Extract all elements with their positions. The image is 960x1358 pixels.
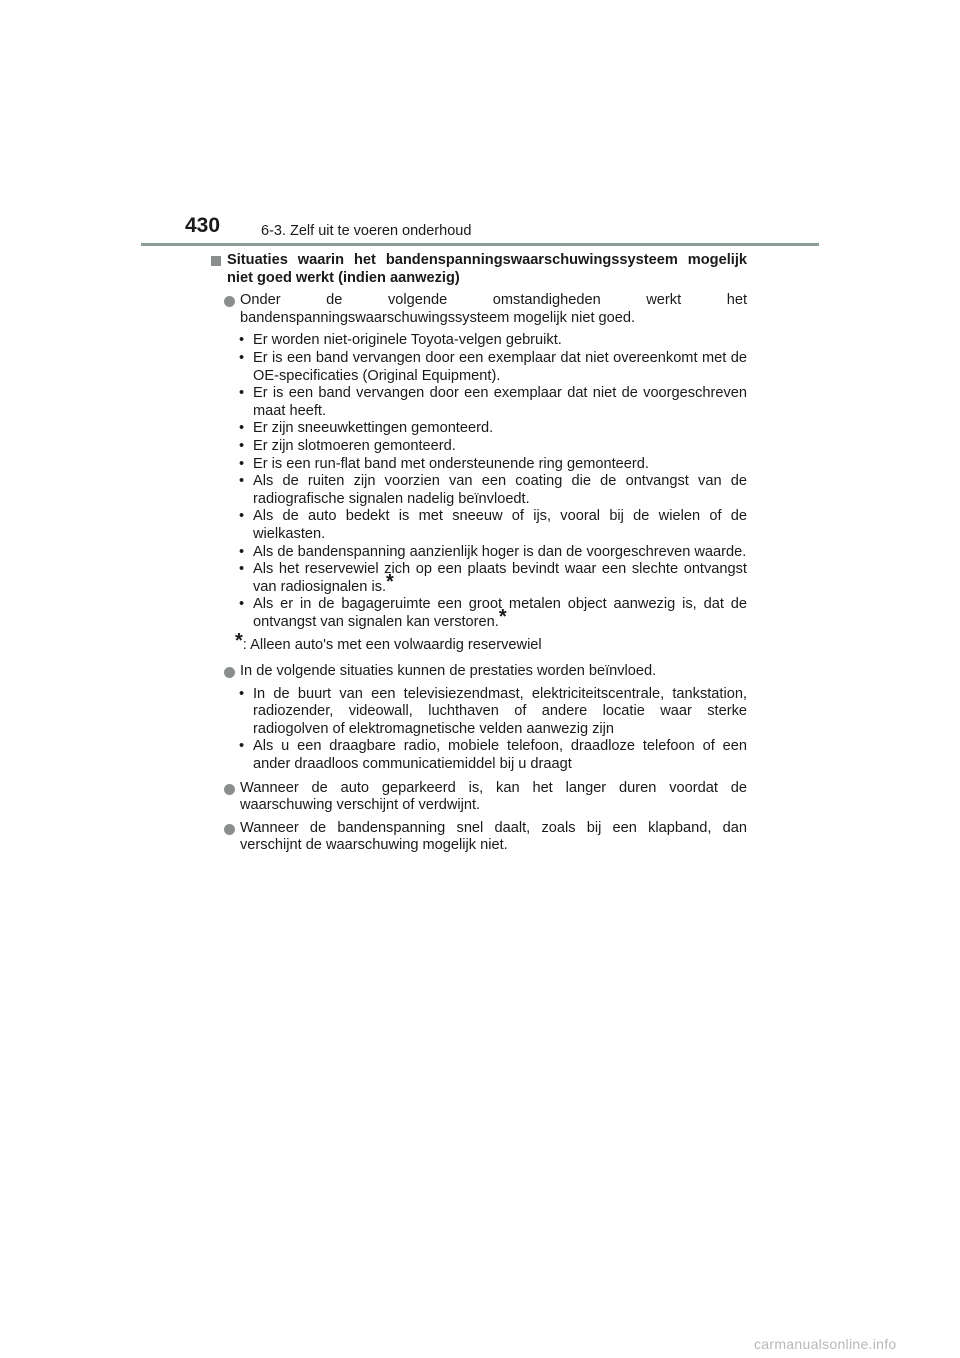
bullet-dot-icon: • [239, 561, 245, 578]
bullet-dot-icon: • [239, 596, 245, 613]
bullet-dot-icon: • [239, 420, 245, 437]
circle-bullet-icon [224, 296, 235, 307]
bullet-dot-icon: • [239, 455, 245, 472]
bullet-dot-icon: • [239, 738, 245, 755]
list-item [210, 438, 747, 456]
section-heading [210, 252, 747, 287]
paragraph-text: Onder de volgende omstandigheden werkt het bandenspanningswaarschuwingssysteem mogelijk niet goed. [240, 292, 747, 326]
bullet-dot-icon: • [239, 385, 245, 402]
list-item-text: Er is een run-flat band met ondersteunende ring gemonteerd. [253, 455, 649, 472]
header-rule [141, 243, 819, 246]
bullet-dot-icon: • [239, 508, 245, 525]
section-title: 6-3. Zelf uit te voeren onderhoud [261, 223, 472, 239]
list-item [210, 596, 747, 631]
footnote-text: : Alleen auto's met een volwaardig reservewiel [242, 637, 542, 654]
list-item-text: Als u een draagbare radio, mobiele telefoon, draadloze telefoon of een ander draadloos communicatiemiddel bij u draagt [253, 738, 747, 773]
page-content [210, 252, 747, 860]
list-item-text: Als de bandenspanning aanzienlijk hoger is dan de voorgeschreven waarde. [253, 543, 747, 560]
paragraph-text: In de volgende situaties kunnen de prestaties worden beïnvloed. [240, 663, 657, 680]
list-item-text: Als er in de bagageruimte een groot metalen object aanwezig is, dat de ontvangst van signalen kan verstoren. [253, 596, 747, 630]
list-item [210, 473, 747, 508]
performance-list [210, 686, 747, 774]
paragraph-parked [210, 780, 747, 815]
list-item-text: In de buurt van een televisiezendmast, elektriciteitscentrale, tankstation, radiozender, videowall, luchthaven of andere locatie waar sterke radiogolven of elektromagnetische velden aanwezig zijn [253, 685, 747, 737]
footnote-star: * [498, 605, 507, 628]
bullet-dot-icon: • [239, 543, 245, 560]
footnote-star: * [386, 570, 394, 593]
list-item [210, 508, 747, 543]
list-item [210, 350, 747, 385]
bullet-dot-icon: • [239, 332, 245, 349]
list-item [210, 544, 747, 562]
list-item-text: Er is een band vervangen door een exemplaar dat niet overeenkomt met de OE-specificaties (Original Equipment). [253, 349, 747, 384]
list-item-text: Als de auto bedekt is met sneeuw of ijs, vooral bij de wielen of de wielkasten. [253, 508, 747, 542]
list-item [210, 561, 747, 596]
footnote [210, 630, 747, 655]
list-item-text: Er worden niet-originele Toyota-velgen gebruikt. [253, 332, 562, 349]
paragraph-performance [210, 663, 747, 681]
bullet-dot-icon: • [239, 437, 245, 454]
watermark: carmanualsonline.info [754, 1336, 897, 1352]
page-number: 430 [185, 214, 221, 237]
circle-bullet-icon [224, 824, 235, 835]
square-bullet-icon [211, 256, 221, 266]
circle-bullet-icon [224, 667, 235, 678]
list-item-text: Er is een band vervangen door een exemplaar dat niet de voorgeschreven maat heeft. [253, 385, 747, 419]
bullet-dot-icon: • [239, 473, 245, 490]
conditions-list [210, 332, 747, 631]
footnote-star: * [235, 630, 243, 653]
paragraph-text: Wanneer de auto geparkeerd is, kan het langer duren voordat de waarschuwing verschijnt of verdwijnt. [240, 779, 747, 814]
list-item [210, 332, 747, 350]
paragraph-blowout [210, 820, 747, 855]
list-item [210, 420, 747, 438]
bullet-dot-icon: • [239, 349, 245, 366]
section-heading-text: Situaties waarin het bandenspanningswaarschuwingssysteem mogelijk niet goed werkt (indien aanwezig) [227, 252, 747, 286]
paragraph-text: Wanneer de bandenspanning snel daalt, zoals bij een klapband, dan verschijnt de waarschuwing mogelijk niet. [240, 819, 747, 854]
list-item-text: Er zijn slotmoeren gemonteerd. [253, 437, 456, 454]
list-item [210, 738, 747, 773]
list-item-text: Als het reservewiel zich op een plaats bevindt waar een slechte ontvangst van radiosignalen is. [253, 561, 747, 595]
list-item-text: Als de ruiten zijn voorzien van een coating die de ontvangst van de radiografische signalen nadelig beïnvloedt. [253, 473, 747, 507]
list-item [210, 385, 747, 420]
list-item [210, 686, 747, 739]
paragraph-conditions [210, 292, 747, 327]
bullet-dot-icon: • [239, 685, 245, 702]
circle-bullet-icon [224, 784, 235, 795]
list-item [210, 456, 747, 474]
list-item-text: Er zijn sneeuwkettingen gemonteerd. [253, 420, 494, 437]
